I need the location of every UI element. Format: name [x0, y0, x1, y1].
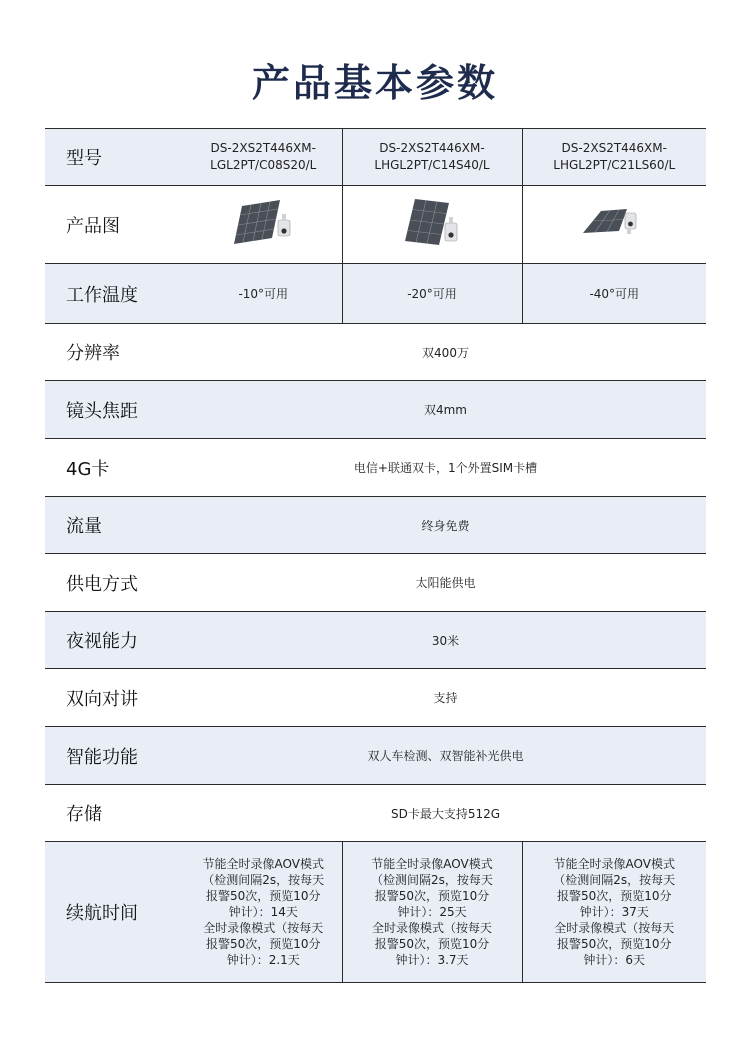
battery-3: 节能全时录像AOV模式 （检测间隔2s，按每天 报警50次，预览10分 钟计）：37天 全时录像模式（按每天 报警50次，预览10分 钟计）：6天: [522, 842, 706, 983]
row-model: [45, 129, 706, 186]
temperature-3: -40°可用: [522, 264, 706, 324]
temperature-2: -20°可用: [342, 264, 522, 324]
row-image: [45, 186, 706, 264]
row-sim: [45, 439, 706, 497]
row-night: [45, 612, 706, 669]
label-resolution: 分辨率: [66, 343, 120, 364]
battery-2: 节能全时录像AOV模式 （检测间隔2s，按每天 报警50次，预览10分 钟计）：25天 全时录像模式（按每天 报警50次，预览10分 钟计）：3.7天: [342, 842, 522, 983]
product-image-3: [522, 186, 706, 264]
solar-panel-camera-icon: [579, 203, 649, 243]
model-1: DS-2XS2T446XM- LGL2PT/C08S20/L: [210, 141, 317, 172]
row-smart: [45, 727, 706, 785]
temperature-1: -10°可用: [238, 287, 289, 301]
value-power: 太阳能供电: [415, 576, 476, 590]
value-talk: 支持: [433, 691, 458, 705]
row-focal: [45, 381, 706, 439]
product-image-1: [185, 186, 342, 264]
value-sim: 电信+联通双卡，1个外置SIM卡槽: [353, 461, 538, 475]
value-focal: 双4mm: [423, 403, 467, 417]
label-model: 型号: [66, 148, 102, 169]
label-smart: 智能功能: [66, 746, 138, 768]
label-temperature: 工作温度: [66, 284, 138, 306]
model-3: DS-2XS2T446XM- LHGL2PT/C21LS60/L: [522, 129, 706, 186]
model-2: DS-2XS2T446XM- LHGL2PT/C14S40/L: [342, 129, 522, 186]
battery-1: 节能全时录像AOV模式 （检测间隔2s，按每天 报警50次，预览10分 钟计）：14天 全时录像模式（按每天 报警50次，预览10分 钟计）：2.1天: [202, 857, 325, 967]
row-storage: [45, 785, 706, 842]
label-night: 夜视能力: [66, 631, 138, 652]
label-talk: 双向对讲: [66, 688, 138, 710]
product-image-2: [342, 186, 522, 264]
row-battery: [45, 842, 706, 983]
solar-panel-camera-icon: [228, 198, 298, 248]
label-battery: 续航时间: [66, 903, 138, 924]
value-smart: 双人车检测、双智能补光供电: [367, 749, 524, 763]
label-focal: 镜头焦距: [66, 400, 138, 422]
label-power: 供电方式: [66, 573, 138, 595]
solar-panel-camera-icon: [397, 195, 467, 251]
label-image: 产品图: [66, 215, 120, 237]
spec-table: [45, 128, 706, 983]
value-night: 30米: [431, 633, 460, 648]
row-traffic: [45, 497, 706, 554]
label-sim: 4G卡: [66, 458, 110, 480]
value-resolution: 双400万: [422, 345, 469, 360]
label-traffic: 流量: [66, 516, 102, 537]
label-storage: 存储: [66, 804, 102, 825]
row-temperature: [45, 264, 706, 324]
row-talk: [45, 669, 706, 727]
value-storage: SD卡最大支持512G: [390, 806, 501, 821]
row-resolution: [45, 324, 706, 381]
row-power: [45, 554, 706, 612]
page-title: 产品基本参数: [251, 61, 498, 105]
value-traffic: 终身免费: [421, 518, 470, 533]
